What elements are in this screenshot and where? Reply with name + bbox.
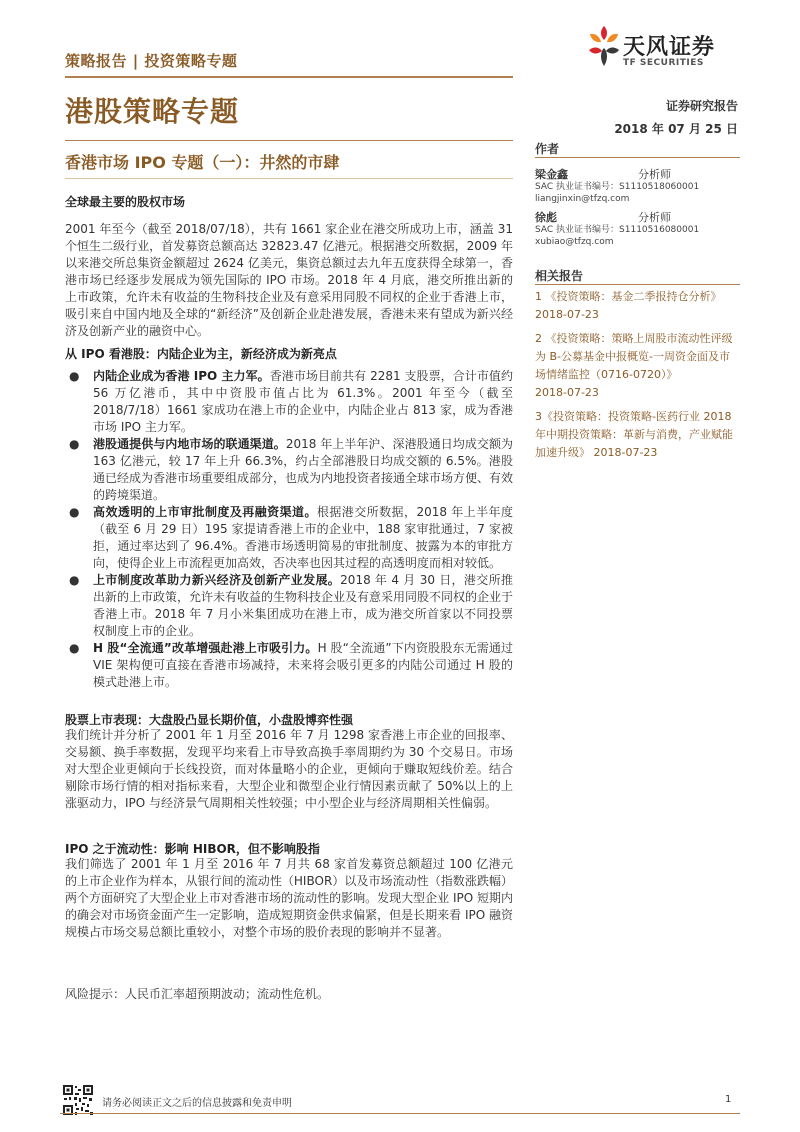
header-divider: [65, 76, 513, 78]
authors-divider: [535, 157, 740, 158]
related-reports: [535, 288, 740, 468]
author-role: 分析师: [638, 168, 671, 181]
author-sac: SAC 执业证书编号：S1110518060001: [535, 182, 700, 192]
list-item: ● 高效透明的上市审批制度及再融资渠道。根据港交所数据，2018 年上半年度（截至 6 月 29 日）195 家提请香港上市的企业中，188 家审批通过，7 家被拒，通过率达到了 96.4%。香港市场透明简易的审批制度、披露为本的审批方向，使得企业上市流程更加高效，否决率也因其过程的高透明度而相对较低。: [69, 505, 513, 570]
page-title: 港股策略专题: [65, 95, 240, 128]
bullet-icon: ●: [69, 641, 80, 655]
author-name: 徐彪: [535, 211, 557, 224]
company-name-en: TF SECURITIES: [623, 58, 704, 68]
author-sac: SAC 执业证书编号：S1110516080001: [535, 225, 700, 235]
bullet-icon: ●: [69, 573, 80, 587]
related-report-item[interactable]: 3《投资策略：投资策略-医药行业 2018 年中期投资策略：革新与消费，产业赋能加速升级》 2018-07-23: [535, 410, 733, 459]
bullet-icon: ●: [69, 505, 80, 519]
section-body: 我们筛选了 2001 年 1 月至 2016 年 7 月共 68 家首发募资总额超过 100 亿港元的上市企业作为样本，从银行间的流动性（HIBOR）以及市场流动性（指数涨跌幅）两个方面研究了大型企业上市对香港市场的流动性的影响。发现大型企业 IPO 短期内的确会对市场资金面产生一定影响，造成短期资金供求偏紧，但是长期来看 IPO 融资规模占市场交易总额比重较小，对整个市场的股价表现的影响并不显著。: [65, 857, 513, 939]
footer-divider: [60, 1113, 740, 1114]
section-heading: IPO 之于流动性：影响 HIBOR，但不影响股指: [65, 842, 320, 856]
company-logo-icon: [585, 22, 623, 72]
author-email[interactable]: xubiao@tfzq.com: [535, 237, 614, 247]
bullet-icon: ●: [69, 437, 80, 451]
section-heading: 从 IPO 看港股：内陆企业为主，新经济成为新亮点: [65, 347, 337, 361]
report-category: 策略报告 | 投资策略专题: [65, 52, 238, 70]
bullet-list: [65, 368, 513, 691]
author-email[interactable]: liangjinxin@tfzq.com: [535, 194, 630, 204]
related-report-item[interactable]: 1 《投资策略：基金二季报持仓分析》 2018-07-23: [535, 290, 722, 321]
author-role: 分析师: [638, 211, 671, 224]
related-heading: 相关报告: [535, 269, 584, 283]
company-name: 天风证券: [623, 35, 716, 60]
list-item: ● 港股通提供与内地市场的联通渠道。2018 年上半年沪、深港股通日均成交额为 163 亿港元，较 17 年上升 66.3%，约占全部港股日均成交额的 6.5%。港股通已经成为香港市场重要组成部分，也成为内地投资者接通全球市场方便、有效的跨境渠道。: [69, 437, 514, 502]
title-divider: [65, 140, 513, 141]
list-item: ● 上市制度改革助力新兴经济及创新产业发展。2018 年 4 月 30 日，港交所推出新的上市政策，允许未有收益的生物科技企业及有意采用同股不同权的企业于香港上市。2018 年 7 月小米集团成功在港上市，成为港交所首家以不同投票权制度上市的企业。: [69, 573, 514, 638]
disclaimer-notice: 请务必阅读正文之后的信息披露和免责申明: [102, 1098, 292, 1109]
risk-warning: 风险提示：人民币汇率超预期波动；流动性危机。: [65, 987, 330, 1001]
qr-code-icon: [62, 1084, 94, 1116]
section-body: 2001 年至今（截至 2018/07/18），共有 1661 家企业在港交所成功上市，涵盖 31 个恒生二级行业，首发募资总额高达 32823.47 亿港元。根据港交所数据，2009 年以来港交所总集资金额超过 2624 亿美元，集资总额过去九年五度获得全球第一，香港市场已经逐步发展成为领先国际的 IPO 市场。2018 年 4 月底，港交所推出新的上市政策，允许未有收益的生物科技企业及有意采用同股不同权的企业于香港上市，吸引来自中国内地及全球的“新经济”及创新企业赴港发展，香港未来有望成为新兴经济及创新产业的融资中心。: [65, 222, 513, 338]
report-type: 证券研究报告: [665, 99, 738, 113]
list-item: ● H 股“全流通”改革增强赴港上市吸引力。H 股“全流通”下内资股股东无需通过 VIE 架构便可直接在香港市场减持，未来将会吸引更多的内陆公司通过 H 股的模式赴港上市。: [69, 641, 513, 689]
related-report-item[interactable]: 2 《投资策略：策略上周股市流动性评级为 B-公募基金中报概览-一周资金面及市场情绪监控（0716-0720）》 2018-07-23: [535, 332, 733, 399]
list-item: ● 内陆企业成为香港 IPO 主力军。香港市场目前共有 2281 支股票，合计市值约 56 万亿港币，其中中资股市值占比为 61.3%。2001 年至今（截至 2018/7/18）1661 家成功在港上市的企业中，内陆企业占 813 家，成为香港市场 IPO 主力军。: [69, 369, 513, 434]
section-heading: 股票上市表现：大盘股凸显长期价值，小盘股博弈性强: [65, 713, 354, 727]
related-divider: [535, 284, 740, 285]
report-date: 2018 年 07 月 25 日: [614, 122, 738, 136]
subtitle-divider: [65, 178, 513, 179]
section-body: 我们统计并分析了 2001 年 1 月至 2016 年 7 月 1298 家香港上市企业的回报率、交易额、换手率数据，发现平均来看上市导致高换手率周期约为 30 个交易日。市场对大型企业更倾向于长线投资，而对体量略小的企业，更倾向于赚取短线价差。结合剔除市场行情的相对指标来看，大型企业和微型企业行情因素贡献了 50%以上的上涨驱动力，IPO 与经济景气周期相关性较强；中小型企业与经济周期相关性偏弱。: [65, 728, 513, 810]
bullet-icon: ●: [69, 369, 80, 383]
author-name: 梁金鑫: [535, 168, 568, 181]
section-heading: 全球最主要的股权市场: [65, 195, 186, 209]
authors-heading: 作者: [535, 142, 560, 156]
report-subtitle: 香港市场 IPO 专题（一）：井然的市肆: [65, 153, 340, 172]
page-number: 1: [725, 1094, 732, 1105]
